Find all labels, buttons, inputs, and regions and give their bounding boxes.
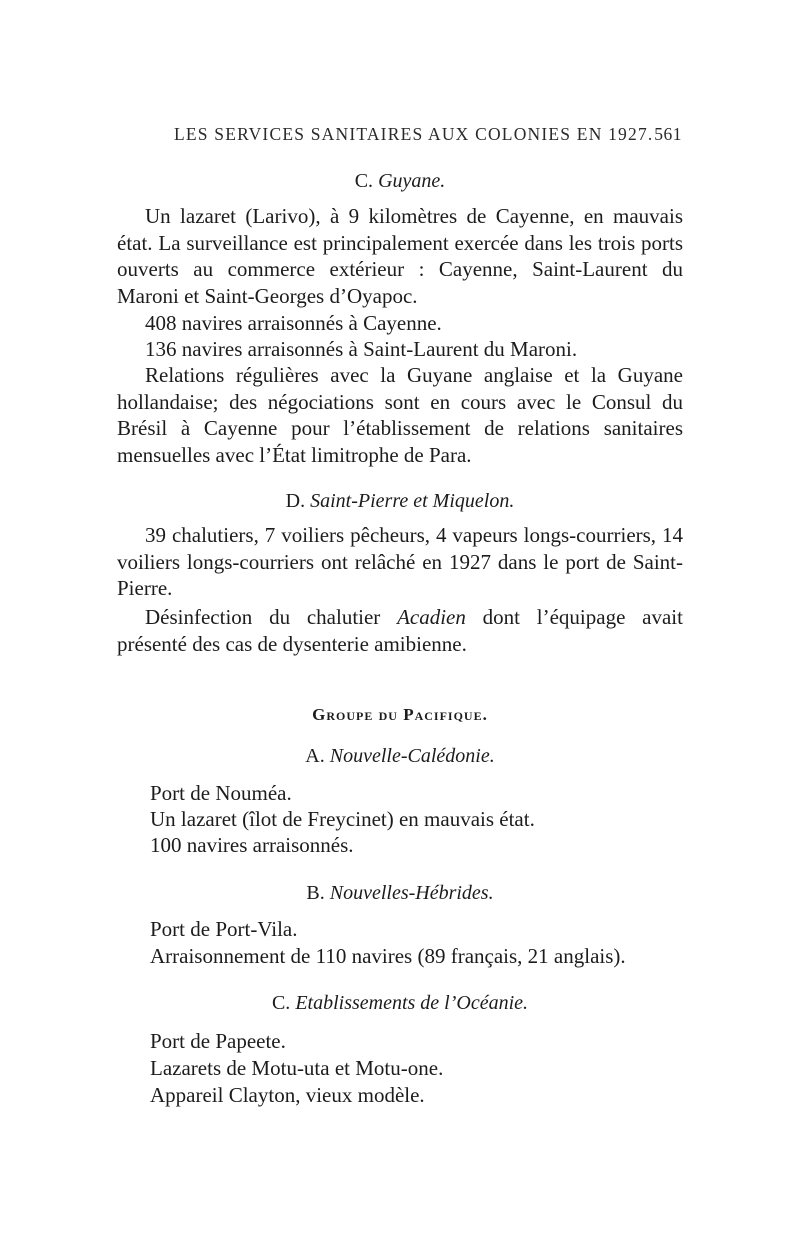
- section-name: Saint-Pierre et Miquelon.: [310, 490, 515, 512]
- section-name: Guyane.: [378, 170, 446, 192]
- eo-line-appareil: Appareil Clayton, vieux modèle.: [150, 1083, 425, 1107]
- spm-paragraph-desinfection: [117, 604, 683, 657]
- section-letter: D.: [285, 490, 306, 512]
- section-title-oceanie: [117, 992, 683, 1015]
- guyane-paragraph-saint-laurent: 136 navires arraisonnés à Saint-Laurent du Maroni.: [145, 337, 578, 361]
- nh-line-port: Port de Port-Vila.: [150, 917, 298, 941]
- running-title: LES SERVICES SANITAIRES AUX COLONIES EN 1927.: [174, 124, 654, 144]
- section-title-nouvelle-caledonie: [117, 745, 683, 768]
- section-name: Nouvelles-Hébrides.: [329, 882, 494, 904]
- section-letter: B.: [306, 882, 325, 904]
- nh-line-arraisonnement: Arraisonnement de 110 navires (89 français, 21 anglais).: [150, 944, 626, 968]
- running-head: [174, 124, 682, 145]
- nc-line-port: Port de Nouméa.: [150, 781, 292, 805]
- section-title-guyane: [117, 170, 683, 193]
- guyane-paragraph-lazaret: Un lazaret (Larivo), à 9 kilomètres de Cayenne, en mauvais état. La surveillance est principalement exercée dans les trois ports ouverts au commerce extérieur : Cayenne, Saint-Laurent du Maroni et Saint-Georges d’Oyapoc.: [117, 204, 683, 308]
- section-letter: A.: [305, 745, 325, 767]
- spm-text-before: Désinfection du chalutier: [145, 605, 398, 629]
- eo-line-lazarets: Lazarets de Motu-uta et Motu-one.: [150, 1056, 444, 1080]
- section-title-nouvelles-hebrides: [117, 882, 683, 905]
- guyane-paragraph-relations: Relations régulières avec la Guyane anglaise et la Guyane hollandaise; des négociations sont en cours avec le Consul du Brésil à Cayenne pour l’établissement de relations sanitaires mensuelles avec l’État limitrophe de Para.: [117, 363, 683, 467]
- group-title-pacifique: Groupe du Pacifique.: [312, 705, 488, 724]
- guyane-paragraph-cayenne: 408 navires arraisonnés à Cayenne.: [145, 311, 442, 335]
- section-name: Etablissements de l’Océanie.: [295, 992, 529, 1014]
- eo-line-port: Port de Papeete.: [150, 1029, 286, 1053]
- page-number: 561: [654, 124, 682, 144]
- section-name: Nouvelle-Calédonie.: [329, 745, 495, 767]
- spm-paragraph-navires: 39 chalutiers, 7 voiliers pêcheurs, 4 vapeurs longs-courriers, 14 voiliers longs-courriers ont relâché en 1927 dans le port de Saint-Pierre.: [117, 523, 683, 600]
- section-letter: C.: [354, 170, 374, 192]
- ship-name: Acadien: [397, 605, 466, 629]
- spm-text-after: dont l’équipage avait présenté des cas de dysenterie amibienne.: [117, 605, 683, 656]
- section-letter: C.: [271, 992, 291, 1014]
- nc-line-lazaret: Un lazaret (îlot de Freycinet) en mauvais état.: [150, 807, 535, 831]
- section-title-saint-pierre: [117, 490, 683, 513]
- nc-line-navires: 100 navires arraisonnés.: [150, 833, 354, 857]
